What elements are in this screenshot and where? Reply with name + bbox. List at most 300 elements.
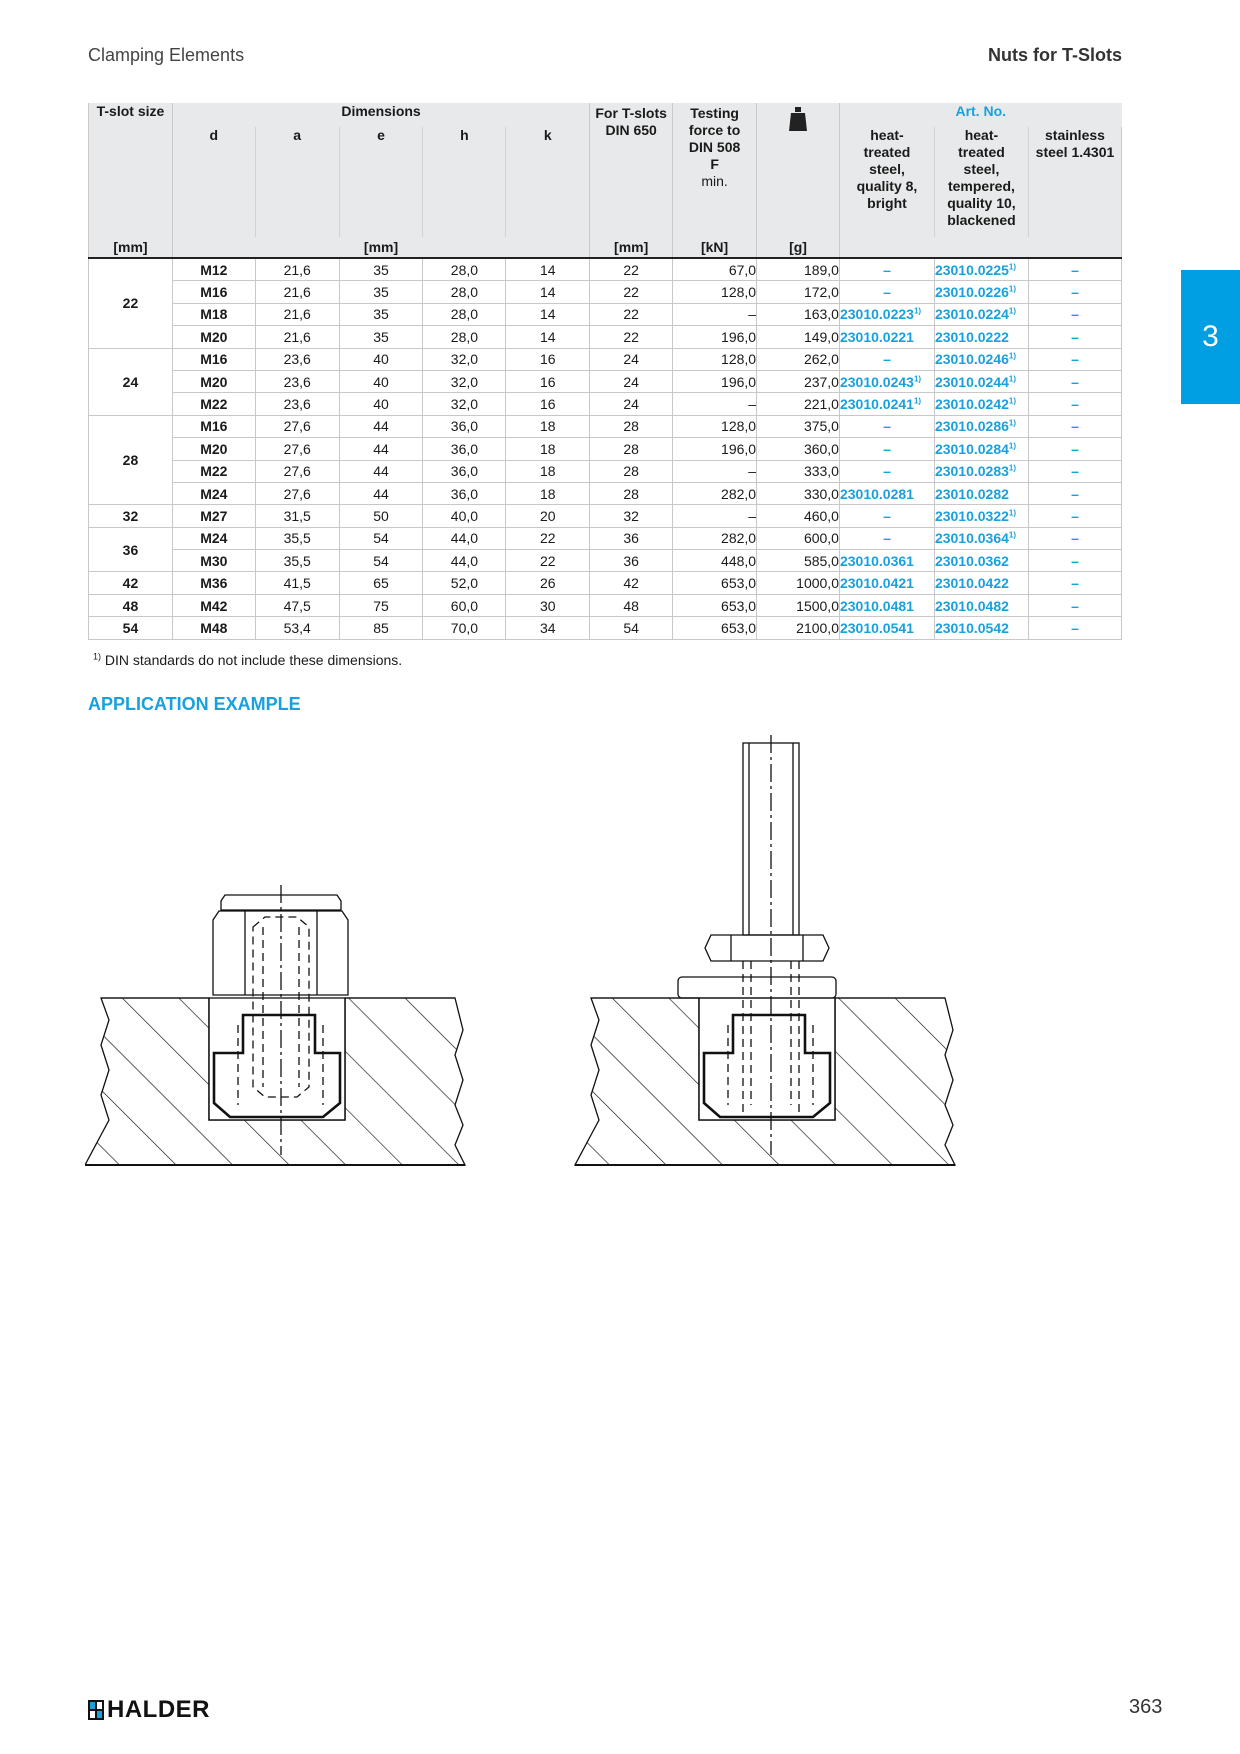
art-no-link[interactable] <box>839 303 934 325</box>
art-no-value: – <box>1071 463 1079 480</box>
art-no-stainless-cell <box>1028 326 1121 348</box>
dim-a-cell: 21,6 <box>255 326 339 348</box>
table-row <box>89 370 1122 392</box>
art-no-value: – <box>883 463 891 480</box>
art-no-value: 23010.0222 <box>934 328 1009 345</box>
art-no-link[interactable] <box>839 482 934 504</box>
din650-cell: 24 <box>590 393 673 415</box>
art-no-value: 23010.0226 <box>934 284 1009 301</box>
dim-h-cell: 52,0 <box>423 572 506 594</box>
dim-a-cell: 21,6 <box>255 303 339 325</box>
art-no-value: – <box>1071 507 1079 524</box>
testing-force-cell: 128,0 <box>673 415 757 437</box>
testing-force-cell: 282,0 <box>673 527 757 549</box>
footnote-ref: 1) <box>913 306 922 316</box>
art-no-stainless-cell <box>1028 594 1121 616</box>
dim-a-cell: 35,5 <box>255 527 339 549</box>
art-no-value: 23010.0364 <box>934 530 1009 547</box>
art-no-value: 23010.0362 <box>934 552 1009 569</box>
thread-cell: M30 <box>172 550 255 572</box>
table-row <box>89 572 1122 594</box>
art-no-value: 23010.0541 <box>839 619 914 636</box>
art-no-value: 23010.0246 <box>934 351 1009 368</box>
chapter-tab[interactable]: 3 <box>1181 270 1240 404</box>
dim-k-cell: 14 <box>506 326 590 348</box>
art-no-link[interactable] <box>934 482 1028 504</box>
col-weight <box>757 103 840 237</box>
art-no-link[interactable] <box>934 438 1028 460</box>
weight-cell: 460,0 <box>757 505 840 527</box>
thread-cell: M22 <box>172 393 255 415</box>
unit-for-tslots: [mm] <box>590 237 673 258</box>
thread-cell: M48 <box>172 617 255 639</box>
col-tslot-size: T-slot size <box>89 103 173 127</box>
table-row <box>89 482 1122 504</box>
weight-cell: 262,0 <box>757 348 840 370</box>
dim-a-cell: 53,4 <box>255 617 339 639</box>
testing-force-cell: – <box>673 303 757 325</box>
dim-k-cell: 18 <box>506 482 590 504</box>
specification-table <box>88 103 1122 640</box>
col-h: h <box>423 127 506 237</box>
weight-cell: 375,0 <box>757 415 840 437</box>
art-no-value: – <box>1071 284 1079 301</box>
col-k: k <box>506 127 590 237</box>
art-no-value: – <box>883 261 891 278</box>
dim-e-cell: 85 <box>339 617 423 639</box>
application-example-title: APPLICATION EXAMPLE <box>88 694 301 714</box>
art-no-value: – <box>1071 328 1079 345</box>
dim-k-cell: 14 <box>506 303 590 325</box>
dim-a-cell: 21,6 <box>255 281 339 303</box>
thread-cell: M20 <box>172 438 255 460</box>
testing-force-cell: 128,0 <box>673 281 757 303</box>
footnote-ref: 1) <box>1008 530 1017 540</box>
table-row <box>89 527 1122 549</box>
art-no-value: 23010.0482 <box>934 597 1009 614</box>
weight-cell: 2100,0 <box>757 617 840 639</box>
dim-h-cell: 70,0 <box>423 617 506 639</box>
art-no-link[interactable] <box>934 281 1028 303</box>
art-no-value: 23010.0243 <box>839 373 914 390</box>
weight-cell: 189,0 <box>757 258 840 281</box>
dim-k-cell: 16 <box>506 370 590 392</box>
dim-e-cell: 35 <box>339 281 423 303</box>
art-no-link[interactable] <box>839 617 934 639</box>
testing-force-cell: 653,0 <box>673 617 757 639</box>
thread-cell: M27 <box>172 505 255 527</box>
col-for-tslots-label: For T-slots DIN 650 <box>595 105 667 138</box>
art-no-value: – <box>1071 418 1079 435</box>
thread-cell: M24 <box>172 482 255 504</box>
art-no-stainless-cell <box>1028 505 1121 527</box>
din650-cell: 22 <box>590 303 673 325</box>
unit-force: [kN] <box>673 237 757 258</box>
dim-e-cell: 65 <box>339 572 423 594</box>
footnote-ref: 1) <box>913 396 922 406</box>
art-no-link[interactable] <box>934 572 1028 594</box>
art-no-link[interactable] <box>934 393 1028 415</box>
din650-cell: 54 <box>590 617 673 639</box>
weight-cell: 360,0 <box>757 438 840 460</box>
tslot-size-cell: 28 <box>89 415 173 505</box>
tslot-size-cell: 54 <box>89 617 173 639</box>
dim-a-cell: 27,6 <box>255 482 339 504</box>
dim-k-cell: 18 <box>506 415 590 437</box>
weight-cell: 330,0 <box>757 482 840 504</box>
testing-force-cell: 653,0 <box>673 594 757 616</box>
art-no-link[interactable] <box>839 393 934 415</box>
art-no-link[interactable] <box>934 326 1028 348</box>
art-no-value: 23010.0283 <box>934 463 1009 480</box>
art-no-value: – <box>1071 619 1079 636</box>
art-no-link[interactable] <box>934 550 1028 572</box>
art-no-link[interactable] <box>934 505 1028 527</box>
unit-tslot: [mm] <box>89 237 173 258</box>
dim-h-cell: 36,0 <box>423 460 506 482</box>
table-row <box>89 594 1122 616</box>
dim-k-cell: 30 <box>506 594 590 616</box>
art-no-link[interactable] <box>934 258 1028 281</box>
art-no-stainless-cell <box>1028 415 1121 437</box>
dim-k-cell: 26 <box>506 572 590 594</box>
art-no-value: – <box>883 440 891 457</box>
thread-cell: M36 <box>172 572 255 594</box>
tslot-size-cell: 42 <box>89 572 173 594</box>
din650-cell: 28 <box>590 438 673 460</box>
art-no-value: 23010.0225 <box>934 261 1009 278</box>
page-title: Nuts for T-Slots <box>988 45 1122 65</box>
testing-force-cell: 196,0 <box>673 326 757 348</box>
footnote-ref: 1) <box>1008 418 1017 428</box>
dim-a-cell: 35,5 <box>255 550 339 572</box>
dim-a-cell: 31,5 <box>255 505 339 527</box>
table-row <box>89 326 1122 348</box>
table-row <box>89 393 1122 415</box>
dim-h-cell: 36,0 <box>423 438 506 460</box>
dim-a-cell: 41,5 <box>255 572 339 594</box>
dim-a-cell: 23,6 <box>255 393 339 415</box>
din650-cell: 24 <box>590 370 673 392</box>
art-no-value: – <box>1071 396 1079 413</box>
dim-k-cell: 22 <box>506 550 590 572</box>
page-number: 363 <box>1129 1696 1163 1718</box>
art-no-cell <box>839 505 934 527</box>
art-no-link[interactable] <box>934 594 1028 616</box>
dim-a-cell: 23,6 <box>255 348 339 370</box>
dim-e-cell: 40 <box>339 393 423 415</box>
footnote-ref: 1) <box>1008 373 1017 383</box>
halder-logo-text: HALDER <box>107 1696 210 1723</box>
art-no-value: 23010.0281 <box>839 485 914 502</box>
art-no-cell <box>839 348 934 370</box>
art-no-cell <box>839 415 934 437</box>
dim-k-cell: 14 <box>506 258 590 281</box>
dim-k-cell: 18 <box>506 460 590 482</box>
din650-cell: 36 <box>590 527 673 549</box>
col-art-quality8 <box>839 127 934 237</box>
art-no-value: 23010.0286 <box>934 418 1009 435</box>
table-row <box>89 303 1122 325</box>
dim-h-cell: 40,0 <box>423 505 506 527</box>
art-no-value: – <box>1071 261 1079 278</box>
weight-cell: 1000,0 <box>757 572 840 594</box>
thread-cell: M16 <box>172 348 255 370</box>
art-no-cell <box>839 460 934 482</box>
weight-icon <box>789 107 807 131</box>
right-assembly-drawing <box>575 735 955 1165</box>
dim-e-cell: 44 <box>339 438 423 460</box>
dim-a-cell: 47,5 <box>255 594 339 616</box>
dim-e-cell: 35 <box>339 303 423 325</box>
dim-h-cell: 28,0 <box>423 326 506 348</box>
footnote-ref: 1) <box>1008 284 1017 294</box>
dim-h-cell: 28,0 <box>423 303 506 325</box>
dim-h-cell: 32,0 <box>423 348 506 370</box>
tslot-size-cell: 32 <box>89 505 173 527</box>
table-body <box>89 258 1122 639</box>
weight-cell: 221,0 <box>757 393 840 415</box>
weight-cell: 172,0 <box>757 281 840 303</box>
dim-h-cell: 60,0 <box>423 594 506 616</box>
dim-h-cell: 32,0 <box>423 370 506 392</box>
col-testing-label: Testing force to DIN 508 <box>688 105 741 155</box>
weight-cell: 149,0 <box>757 326 840 348</box>
art-no-value: – <box>1071 306 1079 323</box>
tslot-size-cell: 22 <box>89 258 173 348</box>
table-row <box>89 258 1122 281</box>
din650-cell: 28 <box>590 415 673 437</box>
dim-h-cell: 44,0 <box>423 550 506 572</box>
dim-a-cell: 27,6 <box>255 460 339 482</box>
art-no-link[interactable] <box>934 527 1028 549</box>
dim-e-cell: 54 <box>339 550 423 572</box>
art-no-value: – <box>883 507 891 524</box>
col-art-quality8-label: heat-treated steel, quality 8, bright <box>856 127 918 211</box>
footnote-ref: 1) <box>1008 262 1017 272</box>
col-art-quality10-label: heat-treated steel, tempered, quality 10, blackened <box>947 127 1016 228</box>
halder-logo <box>88 1696 210 1724</box>
thread-cell: M24 <box>172 527 255 549</box>
dim-k-cell: 16 <box>506 348 590 370</box>
col-art-stainless <box>1028 127 1121 237</box>
testing-force-cell: 196,0 <box>673 370 757 392</box>
col-art-quality10 <box>934 127 1028 237</box>
thread-cell: M16 <box>172 415 255 437</box>
art-no-stainless-cell <box>1028 550 1121 572</box>
unit-dimensions: [mm] <box>172 237 589 258</box>
din650-cell: 22 <box>590 326 673 348</box>
art-no-link[interactable] <box>839 326 934 348</box>
art-no-value: – <box>1071 530 1079 547</box>
art-no-stainless-cell <box>1028 258 1121 281</box>
art-no-value: 23010.0422 <box>934 575 1009 592</box>
weight-cell: 1500,0 <box>757 594 840 616</box>
col-testing-force <box>673 103 757 237</box>
col-testing-f: F <box>710 156 719 172</box>
art-no-value: 23010.0421 <box>839 575 914 592</box>
art-no-link[interactable] <box>934 415 1028 437</box>
col-art-no: Art. No. <box>839 103 1121 127</box>
footnote-ref: 1) <box>1008 508 1017 518</box>
testing-force-cell: 282,0 <box>673 482 757 504</box>
thread-cell: M18 <box>172 303 255 325</box>
unit-weight: [g] <box>757 237 840 258</box>
footnote-text: DIN standards do not include these dimensions. <box>104 652 403 668</box>
art-no-stainless-cell <box>1028 393 1121 415</box>
dim-a-cell: 27,6 <box>255 415 339 437</box>
footnote-mark: 1) <box>93 651 102 662</box>
table-row <box>89 415 1122 437</box>
art-no-stainless-cell <box>1028 527 1121 549</box>
halder-logo-icon <box>88 1700 104 1720</box>
footnote-ref: 1) <box>1008 441 1017 451</box>
dim-h-cell: 36,0 <box>423 415 506 437</box>
dim-e-cell: 44 <box>339 415 423 437</box>
art-no-stainless-cell <box>1028 438 1121 460</box>
art-no-value: – <box>1071 597 1079 614</box>
art-no-link[interactable] <box>934 303 1028 325</box>
testing-force-cell: 653,0 <box>673 572 757 594</box>
weight-cell: 163,0 <box>757 303 840 325</box>
art-no-stainless-cell <box>1028 281 1121 303</box>
art-no-link[interactable] <box>934 460 1028 482</box>
din650-cell: 22 <box>590 281 673 303</box>
thread-cell: M16 <box>172 281 255 303</box>
dim-a-cell: 23,6 <box>255 370 339 392</box>
footnote <box>93 652 402 668</box>
art-no-value: – <box>883 530 891 547</box>
col-e: e <box>339 127 423 237</box>
dim-e-cell: 35 <box>339 326 423 348</box>
din650-cell: 48 <box>590 594 673 616</box>
art-no-link[interactable] <box>839 594 934 616</box>
art-no-stainless-cell <box>1028 303 1121 325</box>
thread-cell: M20 <box>172 326 255 348</box>
testing-force-cell: – <box>673 505 757 527</box>
col-art-stainless-label: stainless steel 1.4301 <box>1035 127 1115 160</box>
unit-artno-blank <box>839 237 1121 258</box>
testing-force-cell: 448,0 <box>673 550 757 572</box>
footnote-ref: 1) <box>1008 306 1017 316</box>
art-no-value: – <box>1071 485 1079 502</box>
art-no-value: 23010.0221 <box>839 328 914 345</box>
dim-e-cell: 40 <box>339 348 423 370</box>
art-no-stainless-cell <box>1028 460 1121 482</box>
art-no-value: 23010.0223 <box>839 306 914 323</box>
din650-cell: 28 <box>590 460 673 482</box>
art-no-value: – <box>883 418 891 435</box>
art-no-link[interactable] <box>839 370 934 392</box>
table-row <box>89 617 1122 639</box>
testing-force-cell: 128,0 <box>673 348 757 370</box>
art-no-value: 23010.0241 <box>839 396 914 413</box>
art-no-value: 23010.0542 <box>934 619 1009 636</box>
weight-cell: 600,0 <box>757 527 840 549</box>
footnote-ref: 1) <box>1008 351 1017 361</box>
art-no-value: 23010.0481 <box>839 597 914 614</box>
table-row <box>89 505 1122 527</box>
art-no-stainless-cell <box>1028 617 1121 639</box>
art-no-value: – <box>1071 552 1079 569</box>
art-no-stainless-cell <box>1028 482 1121 504</box>
din650-cell: 42 <box>590 572 673 594</box>
din650-cell: 28 <box>590 482 673 504</box>
dim-e-cell: 35 <box>339 258 423 281</box>
thread-cell: M22 <box>172 460 255 482</box>
left-assembly-drawing <box>85 885 465 1165</box>
art-no-cell <box>839 258 934 281</box>
col-a: a <box>255 127 339 237</box>
dim-k-cell: 22 <box>506 527 590 549</box>
art-no-cell <box>839 527 934 549</box>
art-no-link[interactable] <box>934 370 1028 392</box>
art-no-cell <box>839 281 934 303</box>
tslot-size-cell: 48 <box>89 594 173 616</box>
art-no-value: – <box>1071 373 1079 390</box>
art-no-value: – <box>1071 440 1079 457</box>
weight-cell: 333,0 <box>757 460 840 482</box>
section-title: Clamping Elements <box>88 45 245 65</box>
art-no-link[interactable] <box>934 348 1028 370</box>
table-row <box>89 438 1122 460</box>
col-testing-min: min. <box>701 173 728 189</box>
dim-e-cell: 44 <box>339 460 423 482</box>
dim-a-cell: 27,6 <box>255 438 339 460</box>
dim-h-cell: 32,0 <box>423 393 506 415</box>
col-dimensions: Dimensions <box>172 103 589 127</box>
art-no-cell <box>839 438 934 460</box>
art-no-stainless-cell <box>1028 572 1121 594</box>
testing-force-cell: – <box>673 393 757 415</box>
art-no-link[interactable] <box>934 617 1028 639</box>
art-no-link[interactable] <box>839 572 934 594</box>
footnote-ref: 1) <box>1008 396 1017 406</box>
dim-e-cell: 54 <box>339 527 423 549</box>
art-no-value: 23010.0242 <box>934 396 1009 413</box>
table-row <box>89 348 1122 370</box>
din650-cell: 32 <box>590 505 673 527</box>
application-drawing <box>85 735 965 1175</box>
weight-cell: 585,0 <box>757 550 840 572</box>
din650-cell: 24 <box>590 348 673 370</box>
din650-cell: 22 <box>590 258 673 281</box>
dim-h-cell: 28,0 <box>423 281 506 303</box>
thread-cell: M42 <box>172 594 255 616</box>
testing-force-cell: 67,0 <box>673 258 757 281</box>
art-no-value: 23010.0284 <box>934 440 1009 457</box>
art-no-link[interactable] <box>839 550 934 572</box>
dim-e-cell: 50 <box>339 505 423 527</box>
art-no-value: 23010.0282 <box>934 485 1009 502</box>
din650-cell: 36 <box>590 550 673 572</box>
art-no-value: 23010.0244 <box>934 373 1009 390</box>
col-tslot-blank <box>89 127 173 237</box>
art-no-stainless-cell <box>1028 348 1121 370</box>
dim-k-cell: 14 <box>506 281 590 303</box>
dim-k-cell: 20 <box>506 505 590 527</box>
thread-cell: M20 <box>172 370 255 392</box>
footnote-ref: 1) <box>1008 463 1017 473</box>
art-no-value: – <box>883 284 891 301</box>
col-d: d <box>172 127 255 237</box>
art-no-value: – <box>883 351 891 368</box>
table-row <box>89 460 1122 482</box>
dim-e-cell: 40 <box>339 370 423 392</box>
dim-a-cell: 21,6 <box>255 258 339 281</box>
dim-k-cell: 18 <box>506 438 590 460</box>
art-no-value: – <box>1071 351 1079 368</box>
